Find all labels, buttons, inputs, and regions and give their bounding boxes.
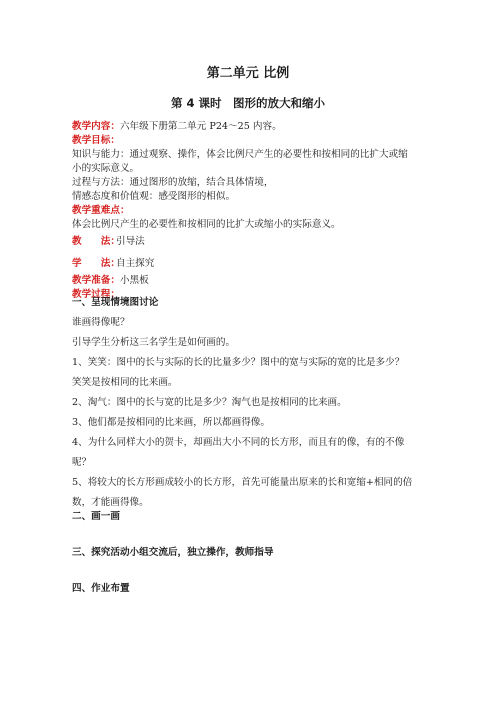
process-line: 谁画得像呢？ xyxy=(72,317,130,328)
process-line: 呢？ xyxy=(72,457,92,468)
goal-line: 知识与能力：通过观察、操作，体会比例尺产生的必要性和按相同的比扩大或缩 xyxy=(72,149,408,160)
section-heading-2: 二、画一画 xyxy=(72,511,120,522)
content-text: 六年级下册第二单元 P24～25 内容。 xyxy=(119,121,282,132)
section-heading-1: 一、呈现情境图讨论 xyxy=(72,297,159,308)
unit-title: 第二单元 比例 xyxy=(206,66,290,81)
goal-line: 过程与方法：通过图形的放缩，结合具体情境， xyxy=(72,177,274,188)
key-row xyxy=(72,204,432,218)
goal-label: 教学目标： xyxy=(72,135,120,146)
method-text: 引导法 xyxy=(116,236,145,247)
process-line: 数，才能画得像。 xyxy=(72,497,149,508)
process-line: 4、为什么同样大小的贺卡，却画出大小不同的长方形，而且有的像，有的不像 xyxy=(72,437,405,448)
content-row xyxy=(72,120,432,134)
process-line: 5、将较大的长方形画成较小的长方形，首先可能量出原来的长和宽缩+相同的倍 xyxy=(72,477,413,488)
process-line: 引导学生分析这三名学生是如何画的。 xyxy=(72,337,236,348)
process-block xyxy=(72,316,438,510)
content-label: 教学内容： xyxy=(72,121,120,132)
process-line: 1、笑笑：图中的长与实际的长的比量多少？图中的宽与实际的宽的比是多少？ xyxy=(72,357,405,368)
prep-row xyxy=(72,274,432,288)
prep-label: 教学准备： xyxy=(72,275,120,286)
method-row xyxy=(72,235,432,249)
learn-text: 自主探究 xyxy=(116,258,155,269)
learn-row xyxy=(72,257,432,271)
prep-text: 小黑板 xyxy=(119,275,149,286)
lesson-meta xyxy=(72,120,432,302)
learn-label: 学 法： xyxy=(72,258,120,269)
goal-line: 情感态度和价值观：感受图形的相似。 xyxy=(72,191,236,202)
process-line: 2、淘气：图中的长与宽的比是多少？淘气也是按相同的比来画。 xyxy=(72,397,347,408)
process-label: 教学过程： xyxy=(72,289,120,300)
key-label: 教学重难点： xyxy=(72,205,130,216)
section-heading-4: 四、作业布置 xyxy=(72,583,130,594)
process-line: 笑笑是按相同的比来画。 xyxy=(72,377,178,388)
process-line: 3、他们都是按相同的比来画，所以都画得像。 xyxy=(72,417,270,428)
lesson-title: 第 4 课时 图形的放大和缩小 xyxy=(170,96,325,110)
goal-row xyxy=(72,134,432,148)
key-text: 体会比例尺产生的必要性和按相同的比扩大或缩小的实际意义。 xyxy=(72,219,341,230)
method-label: 教 法： xyxy=(72,236,120,247)
goal-line: 小的实际意义。 xyxy=(72,163,140,174)
section-heading-3: 三、探究活动小组交流后，独立操作，教师指导 xyxy=(72,547,274,558)
